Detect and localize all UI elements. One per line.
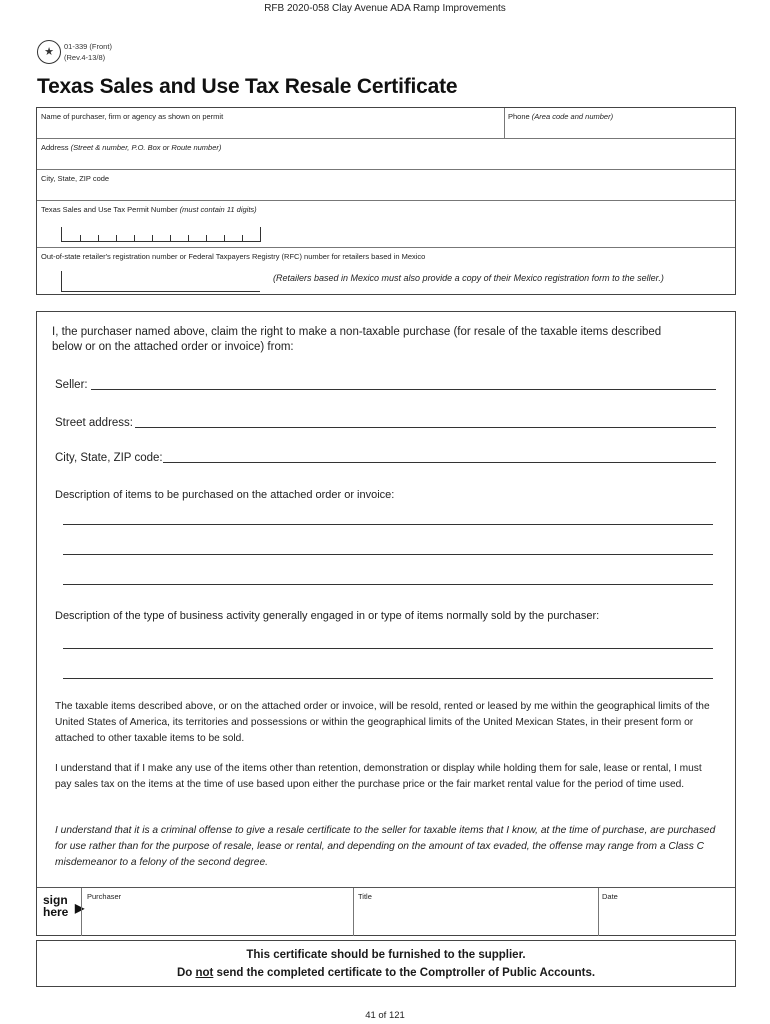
notice-line-2 <box>37 964 735 982</box>
address-label: Address <box>41 143 69 152</box>
arrow-right-icon: ▶ <box>75 901 85 915</box>
permit-number-field[interactable] <box>61 227 261 242</box>
sign-here-top: sign <box>43 893 68 907</box>
street-address-field[interactable] <box>135 427 716 428</box>
digit-tick <box>116 235 117 241</box>
signature-row <box>37 887 735 936</box>
divider <box>37 200 735 201</box>
address-hint: (Street & number, P.O. Box or Route number) <box>70 143 222 152</box>
phone-field[interactable] <box>508 122 730 136</box>
items-label: Description of items to be purchased on the attached order or invoice: <box>55 489 395 501</box>
digit-tick <box>170 235 171 241</box>
form-number: 01-339 (Front) <box>64 42 112 51</box>
seller-city-label: City, State, ZIP code: <box>55 452 163 464</box>
form-number-block <box>64 41 112 63</box>
form-revision: (Rev.4-13/8) <box>64 53 106 62</box>
digit-tick <box>152 235 153 241</box>
items-line-3[interactable] <box>63 584 713 585</box>
mexico-note: (Retailers based in Mexico must also provide a copy of their Mexico registration form to the seller.) <box>273 273 664 283</box>
rfc-number-field[interactable] <box>61 271 260 292</box>
sign-here-icon <box>43 893 85 919</box>
date-field[interactable] <box>602 904 730 932</box>
claim-intro: I, the purchaser named above, claim the right to make a non-taxable purchase (for resale of the taxable items described below or on the attached order or invoice) from: <box>52 326 662 353</box>
notice-do: Do <box>176 967 196 979</box>
divider <box>81 888 82 936</box>
texas-seal-icon: ★ <box>37 40 61 64</box>
address-field[interactable] <box>41 153 731 167</box>
purchaser-name-field[interactable] <box>41 122 501 136</box>
business-label: Description of the type of business activity generally engaged in or type of items normally sold by the purchaser: <box>55 610 600 622</box>
rfc-label: Out-of-state retailer's registration number or Federal Taxpayers Registry (RFC) number for retailers based in Mexico <box>41 252 426 261</box>
divider <box>598 888 599 936</box>
city-label: City, State, ZIP code <box>41 174 110 183</box>
sign-here-bottom: here <box>43 905 69 919</box>
purchaser-sign-label: Purchaser <box>87 892 122 901</box>
notice-rest: send the completed certificate to the Comptroller of Public Accounts. <box>213 967 596 979</box>
divider <box>37 138 735 139</box>
digit-tick <box>206 235 207 241</box>
page-header: RFB 2020-058 Clay Avenue ADA Ramp Improvements <box>264 3 506 14</box>
street-label: Street address: <box>55 417 133 429</box>
business-line-2[interactable] <box>63 678 713 679</box>
items-line-2[interactable] <box>63 554 713 555</box>
business-line-1[interactable] <box>63 648 713 649</box>
resale-claim-box <box>36 311 736 936</box>
title-field[interactable] <box>358 904 594 932</box>
form-title: Texas Sales and Use Tax Resale Certificate <box>37 75 458 98</box>
divider <box>353 888 354 936</box>
notice-not: not <box>195 967 214 979</box>
digit-tick <box>134 235 135 241</box>
seller-field[interactable] <box>91 389 716 390</box>
digit-tick <box>188 235 189 241</box>
resale-statement: The taxable items described above, or on the attached order or invoice, will be resold, rented or leased by me within the geographical limits of the United States of America, its territories and possessions or within the geographical limits of the United Mexican States, in their present form or attached to other taxable items to be sold. <box>55 701 710 744</box>
notice-box <box>36 940 736 987</box>
page-number: 41 of 121 <box>365 1010 405 1021</box>
criminal-offense-statement: I understand that it is a criminal offense to give a resale certificate to the seller for taxable items that I know, at the time of purchase, are purchased for use rather than for the purpose of resale, lease or rental, and depending on the amount of tax evaded, the offense may range from a Class C misdemeanor to a felony of the second degree. <box>55 825 716 868</box>
divider <box>37 247 735 248</box>
permit-label: Texas Sales and Use Tax Permit Number <box>41 205 178 214</box>
seller-city-field[interactable] <box>163 462 716 463</box>
permit-hint: (must contain 11 digits) <box>179 205 257 214</box>
digit-tick <box>224 235 225 241</box>
address-label-wrap <box>41 143 221 152</box>
seller-label: Seller: <box>55 379 88 391</box>
notice-line-1: This certificate should be furnished to the supplier. <box>246 949 526 961</box>
digit-tick <box>80 235 81 241</box>
items-line-1[interactable] <box>63 524 713 525</box>
phone-hint: (Area code and number) <box>531 112 614 121</box>
use-tax-statement: I understand that if I make any use of the items other than retention, demonstration or display while holding them for sale, lease or rental, I must pay sales tax on the items at the time of use based upon either the purchase price or the fair market rental value for the period of time used. <box>55 763 702 790</box>
purchaser-signature-field[interactable] <box>87 904 349 932</box>
title-sign-label: Title <box>358 892 372 901</box>
purchaser-info-box <box>36 107 736 295</box>
purchaser-name-label: Name of purchaser, firm or agency as shown on permit <box>41 112 224 121</box>
phone-label-wrap <box>508 112 613 121</box>
phone-label: Phone <box>508 112 530 121</box>
phone-divider <box>504 108 505 138</box>
digit-tick <box>242 235 243 241</box>
permit-label-wrap <box>41 205 257 214</box>
date-sign-label: Date <box>602 892 618 901</box>
divider <box>37 169 735 170</box>
digit-tick <box>98 235 99 241</box>
city-field[interactable] <box>41 184 731 198</box>
